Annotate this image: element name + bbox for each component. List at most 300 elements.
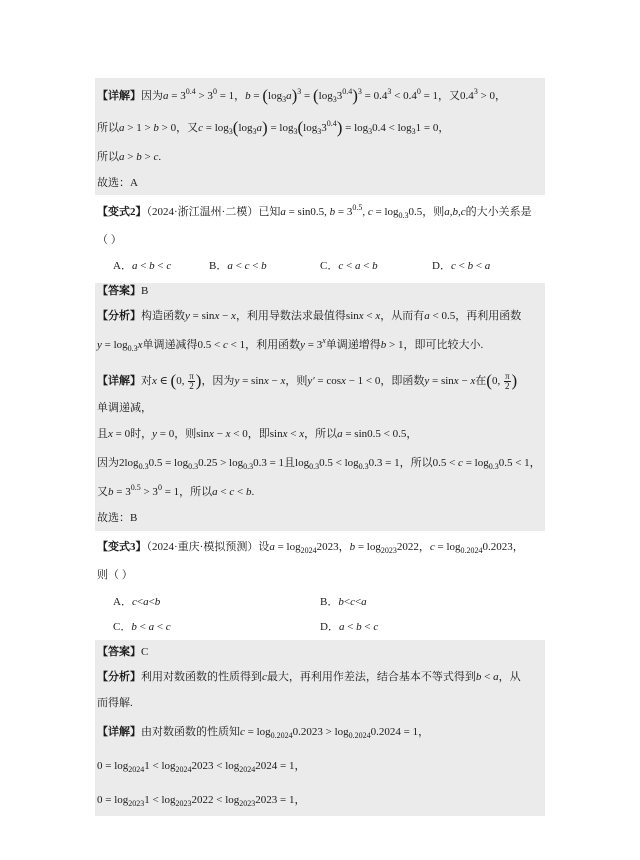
math-variable: c (165, 621, 171, 633)
math-variable: b (245, 90, 251, 102)
solution-1-detail-line (97, 88, 506, 104)
solution-2-analysis-line (97, 337, 483, 353)
math-variable: y (424, 375, 430, 388)
text-run: − (458, 375, 471, 388)
text-run: . (158, 151, 162, 163)
solution-2-choice (97, 510, 137, 526)
math-variable: b (338, 596, 344, 608)
text-run: < 0.5，再利用函数 (429, 310, 522, 322)
math-variable: c (240, 726, 245, 738)
text-run: 而得解. (97, 697, 133, 709)
large-parenthesis: ) (291, 86, 298, 105)
subscript: 0.3 (398, 211, 409, 220)
math-variable: a (484, 260, 491, 272)
subscript: 0.2024 (348, 731, 371, 740)
text-run: 0.4 < log (372, 122, 412, 134)
solution-3-detail-line (97, 758, 306, 774)
math-variable: b (149, 260, 155, 272)
variant-3-option-b (320, 594, 367, 610)
solution-2-analysis-line (97, 308, 521, 324)
text-run: 且 (97, 428, 108, 440)
math-variable: x (470, 375, 476, 388)
text-run: 在 (475, 375, 487, 388)
math-variable: a,b,c (444, 206, 466, 218)
math-variable: a (361, 596, 367, 608)
variant-2-option-a (113, 258, 171, 274)
text-run: 2023 < log (191, 760, 240, 772)
text-run: 因为2log (97, 457, 139, 469)
text-run: = 3 (113, 486, 131, 498)
text-run: < 1，利用函数 (227, 339, 301, 351)
text-run: 单调递减， (97, 402, 152, 414)
math-variable: y (185, 310, 190, 322)
subscript: 3 (282, 95, 287, 104)
text-run: > 1，即可比较大小. (386, 339, 484, 351)
text-run: 1 < log (144, 760, 176, 772)
math-variable: y′ (307, 375, 315, 388)
text-run: （ ） (97, 234, 122, 246)
subscript: 2024 (239, 765, 256, 774)
text-run: < (154, 260, 167, 272)
superscript: 3 (387, 87, 392, 96)
math-variable: b (136, 151, 142, 163)
text-run: < (481, 671, 494, 683)
math-variable: c (229, 486, 235, 498)
text-run: < (354, 596, 362, 608)
text-run: = log (203, 122, 229, 134)
text-run: > 0，又 (158, 122, 199, 134)
text-run: > (141, 151, 154, 163)
text-run: ，从 (498, 671, 521, 683)
text-run: 0 = log (97, 794, 129, 806)
subscript: 0.2024 (270, 731, 293, 740)
math-variable: b (154, 596, 161, 608)
text-run: = log (244, 726, 271, 738)
bold-label: 【变式2】 (97, 206, 147, 218)
text-run: 0, (176, 375, 188, 388)
text-run: 0.5 < log (319, 457, 359, 469)
solution-2-detail-line (97, 400, 152, 416)
text-run: （2024·重庆·模拟预测）设 (146, 541, 270, 553)
superscript: 0.4 (326, 119, 337, 128)
subscript: 0.3 (127, 344, 138, 353)
text-run: = log (434, 541, 461, 553)
large-parenthesis: ) (511, 371, 518, 391)
math-variable: b (349, 541, 356, 553)
subscript: 3 (293, 127, 298, 136)
text-run: D． (432, 260, 451, 272)
text-run: = 0时， (112, 428, 153, 440)
text-run: A． (113, 260, 132, 272)
solution-3-answer (97, 644, 148, 660)
text-run: < (232, 260, 245, 272)
text-run: = 1，又0.4 (420, 90, 474, 102)
text-run: = 3 (335, 206, 353, 218)
text-run: > (124, 151, 137, 163)
text-run: 单调递减得0.5 < (142, 339, 224, 351)
text-run: = (250, 90, 263, 102)
large-parenthesis: ( (313, 86, 319, 105)
solution-3-analysis-line (97, 695, 133, 711)
text-run: > 3 (195, 90, 213, 102)
text-run: 故选：A (97, 177, 138, 189)
text-run: < (343, 260, 355, 272)
math-variable: x (214, 310, 220, 322)
text-run: 0.5 = log (148, 457, 189, 469)
subscript: 0.3 (188, 462, 199, 471)
math-variable: a (286, 90, 292, 102)
text-run: = sin0.5 < 0.5， (342, 428, 418, 440)
text-run: 构造函数 (141, 310, 185, 322)
bold-label: 【分析】 (97, 310, 141, 322)
math-variable: b (380, 339, 387, 351)
fraction (504, 372, 511, 391)
math-variable: b (245, 486, 252, 498)
math-variable: b (329, 206, 336, 218)
text-run: 3 (336, 90, 343, 102)
text-run: 0 = log (97, 760, 129, 772)
math-variable: x (375, 310, 381, 322)
solution-2-answer (97, 283, 148, 299)
text-run: 2024 = 1， (255, 760, 306, 772)
variant-2-question (97, 204, 532, 220)
text-run: 0.25 > log (198, 457, 244, 469)
math-variable: a (131, 260, 138, 272)
large-parenthesis: ( (262, 86, 269, 105)
text-run: C (141, 646, 149, 658)
fraction-numerator: π (189, 371, 194, 381)
text-run: 则（ ） (97, 569, 133, 581)
text-run: 1 < log (144, 794, 176, 806)
math-variable: c (262, 671, 267, 683)
text-run: < (363, 310, 376, 322)
math-variable: y (97, 339, 102, 351)
text-run: < (344, 621, 357, 633)
solution-3-detail-line (97, 724, 429, 740)
large-parenthesis: ( (170, 371, 177, 391)
variant-2-option-b (209, 258, 267, 274)
subscript: 2024 (128, 765, 145, 774)
subscript: 3 (332, 95, 337, 104)
math-variable: c (450, 260, 456, 272)
math-variable: b (356, 621, 362, 633)
text-run: 由对数函数的性质知 (141, 726, 240, 738)
text-run: < (136, 621, 149, 633)
text-run: 0.3 = 1且log (253, 457, 310, 469)
text-run: < (455, 260, 468, 272)
subscript: 0.3 (138, 462, 149, 471)
text-run: 又 (97, 486, 108, 498)
variant-3-option-d (320, 619, 378, 635)
text-run: = log (274, 541, 301, 553)
text-run: < (234, 486, 246, 498)
math-variable: c (429, 541, 435, 553)
text-run: ∈ (156, 375, 171, 388)
text-run: < (217, 486, 230, 498)
text-run: = log (101, 339, 128, 351)
math-variable: c (338, 260, 344, 272)
text-run: = sin (429, 375, 454, 388)
subscript: 2023 (175, 799, 192, 808)
fraction-denominator: 2 (189, 381, 194, 391)
math-variable: a (119, 122, 125, 134)
text-run: ，则 (285, 375, 308, 388)
variant-3-option-a (113, 594, 160, 610)
text-run: 3 (321, 122, 327, 134)
solution-1-detail-line (97, 120, 449, 136)
math-variable: x (231, 310, 236, 322)
math-variable: y (152, 428, 157, 440)
bold-label: 【答案】 (97, 646, 141, 658)
text-run: ，因为 (201, 375, 235, 388)
variant-2-option-c (320, 258, 378, 274)
solution-1-choice (97, 175, 138, 191)
math-variable: x (299, 428, 305, 440)
solution-3-analysis-line (97, 669, 521, 685)
math-variable: b (131, 621, 137, 633)
subscript: 0.3 (358, 462, 369, 471)
math-variable: a (227, 260, 233, 272)
text-run: 1 = 0， (415, 122, 450, 134)
text-run: C． (113, 621, 132, 633)
text-run: 最大，再利用作差法，结合基本不等式得到 (266, 671, 476, 683)
math-variable: a (337, 428, 343, 440)
text-run: = 1， (216, 90, 246, 102)
text-run: < (249, 260, 262, 272)
text-run: = 3 (168, 90, 186, 102)
subscript: 2024 (300, 546, 317, 555)
large-parenthesis: ) (262, 118, 268, 137)
bold-label: 【详解】 (97, 375, 141, 388)
variant-3-question (97, 539, 524, 555)
math-variable: x (341, 375, 346, 388)
bold-label: 【详解】 (97, 90, 141, 102)
text-run: < (137, 260, 150, 272)
text-run: > 0， (477, 90, 507, 102)
math-variable: a (280, 206, 286, 218)
solution-2-detail-line (97, 426, 417, 442)
math-variable: y (234, 375, 240, 388)
math-variable: c (166, 260, 172, 272)
math-variable: c (350, 596, 355, 608)
text-run: log (238, 122, 253, 134)
math-variable: a (256, 122, 263, 134)
text-run: 2022， (396, 541, 430, 553)
text-run: = cos (314, 375, 342, 388)
math-variable: a (212, 486, 218, 498)
math-variable: a (424, 310, 430, 322)
text-run: . (251, 486, 255, 498)
math-variable: b (153, 122, 159, 134)
text-run: > 1 > (124, 122, 154, 134)
text-run: = log (267, 122, 294, 134)
text-run: = log (342, 122, 369, 134)
superscript: 0.4 (342, 87, 353, 96)
bold-label: 【详解】 (97, 726, 141, 738)
text-run: < (148, 596, 155, 608)
text-run: B (141, 285, 149, 297)
text-run: 0.2023 > log (292, 726, 349, 738)
math-variable: x (263, 375, 269, 388)
text-run: 0.3 = 1，所以0.5 < (368, 457, 459, 469)
text-run: 对 (141, 375, 152, 388)
subscript: 2023 (239, 799, 256, 808)
math-variable: b (475, 671, 482, 683)
text-run: 0.5，则 (408, 206, 445, 218)
text-run: log (318, 90, 333, 102)
solution-2-detail-line (97, 455, 541, 471)
subscript: 3 (317, 127, 322, 136)
math-variable: x (137, 339, 143, 351)
superscript: 0.4 (185, 87, 196, 96)
text-run: < (473, 260, 485, 272)
text-run: log (303, 122, 318, 134)
math-variable: c (458, 457, 463, 469)
solution-2-detail-line (97, 484, 254, 500)
subscript: 2023 (380, 546, 397, 555)
math-variable: a (493, 671, 499, 683)
text-run: < (361, 621, 374, 633)
text-run: 0.2024 = 1， (370, 726, 430, 738)
superscript: 0 (157, 483, 162, 492)
text-run: A． (113, 596, 132, 608)
subscript: 3 (368, 127, 373, 136)
text-run: ，所以 (304, 428, 338, 440)
variant-2-option-d (432, 258, 490, 274)
math-variable: c (223, 339, 228, 351)
text-run: = sin0.5, (285, 206, 330, 218)
text-run: 0, (491, 375, 503, 388)
math-variable: c (153, 151, 159, 163)
fraction (188, 372, 195, 391)
text-run: − (219, 310, 232, 322)
text-run: （2024·浙江温州·二模）已知 (146, 206, 281, 218)
fraction-denominator: 2 (504, 381, 510, 391)
text-run: ，利用导数法求最值得sin (235, 310, 359, 322)
text-run: > 3 (140, 486, 158, 498)
subscript: 3 (411, 127, 416, 136)
math-variable: a (354, 260, 361, 272)
text-run: = log (372, 206, 399, 218)
math-variable: a (119, 151, 125, 163)
text-run: = log (462, 457, 489, 469)
large-parenthesis: ) (352, 86, 358, 105)
text-run: 2023， (316, 541, 350, 553)
text-run: = sin (239, 375, 264, 388)
math-variable: c (373, 621, 379, 633)
subscript: 0.3 (488, 462, 499, 471)
text-run: = sin (189, 310, 215, 322)
bold-label: 【答案】 (97, 285, 141, 297)
math-variable: x (209, 428, 214, 440)
text-run: 所以 (97, 151, 119, 163)
text-run: < (343, 596, 351, 608)
subscript: 0.3 (309, 462, 320, 471)
subscript: 0.2024 (460, 546, 483, 555)
text-run: B． (320, 596, 339, 608)
subscript: 3 (228, 127, 233, 136)
large-parenthesis: ( (232, 118, 239, 137)
text-run: 的大小关系是 (465, 206, 532, 218)
text-run: C． (320, 260, 339, 272)
math-variable: c (244, 260, 250, 272)
math-variable: a (269, 541, 275, 553)
math-variable: a (148, 621, 155, 633)
subscript: 2024 (175, 765, 192, 774)
text-run: 故选：B (97, 512, 138, 524)
math-variable: b (467, 260, 474, 272)
text-run: − (213, 428, 226, 440)
large-parenthesis: ( (297, 118, 304, 137)
text-run: 0.5 < 1， (498, 457, 541, 469)
text-run: < (360, 260, 373, 272)
text-run: 所以 (97, 122, 119, 134)
text-run: = (301, 90, 313, 102)
text-run: = log (355, 541, 381, 553)
math-variable: b (372, 260, 378, 272)
text-run: < (136, 596, 144, 608)
text-run: log (268, 90, 283, 102)
text-run: = 1，所以 (161, 486, 213, 498)
math-variable: c (131, 596, 137, 608)
large-parenthesis: ( (486, 371, 492, 391)
math-variable: x (280, 375, 286, 388)
text-run: = 0，则sin (157, 428, 210, 440)
math-variable: a (143, 596, 149, 608)
superscript: 0.5 (352, 203, 363, 212)
bold-label: 【分析】 (97, 671, 141, 683)
math-variable: y (300, 339, 306, 351)
solution-3-detail-line (97, 792, 306, 808)
bold-label: 【变式3】 (97, 541, 147, 553)
text-run: − (268, 375, 281, 388)
superscript: 3 (297, 87, 302, 96)
text-run: D． (320, 621, 339, 633)
variant-3-answer-bracket (97, 567, 133, 583)
solution-1-conclusion (97, 149, 161, 165)
text-run: < (287, 428, 300, 440)
math-variable: x (152, 375, 157, 388)
math-variable: x (108, 428, 113, 440)
text-run: 因为 (141, 90, 163, 102)
math-variable: x (225, 428, 231, 440)
large-parenthesis: ) (195, 371, 202, 391)
text-run: − 1 < 0，即函数 (345, 375, 425, 388)
math-variable: c (367, 206, 373, 218)
variant-3-option-c (113, 619, 171, 635)
math-variable: a (163, 90, 169, 102)
math-variable: a (338, 621, 345, 633)
text-run: = 0.4 (361, 90, 388, 102)
superscript-variable: x (322, 336, 326, 345)
text-run: 0.2023， (482, 541, 524, 553)
superscript: 3 (473, 87, 478, 96)
superscript: 0 (416, 87, 421, 96)
text-run: 利用对数函数的性质得到 (141, 671, 262, 683)
text-run: = 3 (305, 339, 323, 351)
large-parenthesis: ) (336, 118, 343, 137)
text-run: < (154, 621, 166, 633)
math-variable: x (282, 428, 288, 440)
text-run: B． (209, 260, 228, 272)
fraction-numerator: π (504, 371, 510, 381)
text-run: , (362, 206, 368, 218)
math-variable: x (358, 310, 364, 322)
text-run: < 0，即sin (230, 428, 283, 440)
superscript: 3 (357, 87, 362, 96)
subscript: 3 (252, 127, 257, 136)
math-variable: c (198, 122, 204, 134)
